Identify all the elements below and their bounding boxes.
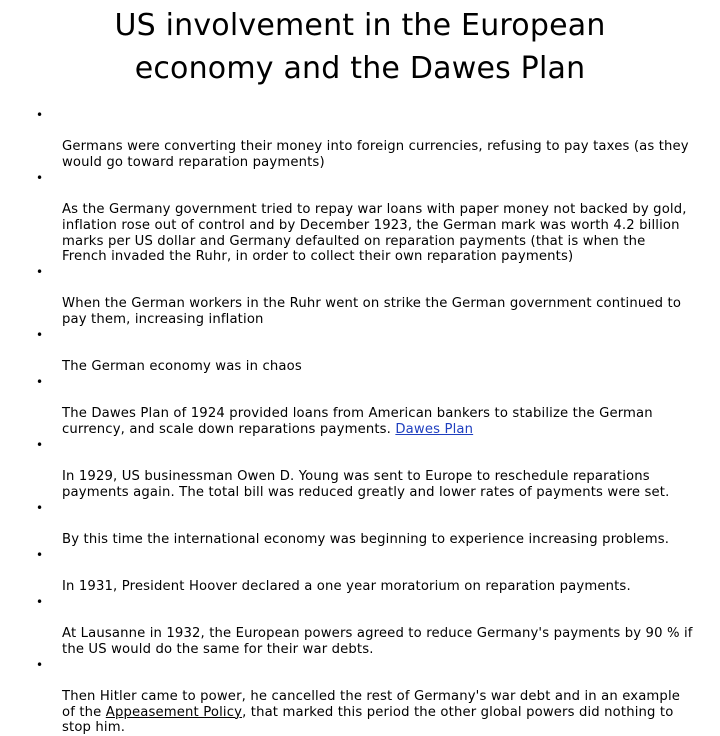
bullet-text: In 1931, President Hoover declared a one year moratorium on reparation payments. bbox=[62, 579, 631, 595]
bullet-text: By this time the international economy was beginning to experience increasing problems. bbox=[62, 531, 670, 547]
bullet-item bbox=[36, 438, 716, 501]
bullet-marker: • bbox=[36, 327, 44, 342]
dawes-plan-link[interactable]: Dawes Plan bbox=[395, 422, 474, 438]
bullet-marker: • bbox=[36, 374, 44, 389]
title-line-1: US involvement in the European bbox=[114, 8, 606, 43]
bullet-text: As the Germany government tried to repay war loans with paper money not backed by gold, inflation rose out of control and by December 1923, the German mark was worth 4.2 billion marks per US dollar and Germany defaulted on reparation payments (that is when the French invaded the Ruhr, in order to collect their own reparation payments) bbox=[62, 202, 687, 265]
bullet-item bbox=[36, 171, 716, 265]
bullet-item bbox=[36, 548, 716, 595]
bullet-item bbox=[36, 265, 716, 328]
bullet-marker: • bbox=[36, 108, 44, 122]
slide-title bbox=[70, 4, 650, 90]
bullet-marker: • bbox=[36, 500, 44, 515]
bullet-text: The German economy was in chaos bbox=[62, 359, 302, 375]
bullet-item bbox=[36, 108, 716, 171]
bullet-text-before: Then Hitler came to power, he cancelled the rest of Germany's war debt and in an example of the bbox=[62, 689, 681, 720]
bullet-list bbox=[36, 108, 716, 736]
bullet-marker: • bbox=[36, 170, 44, 185]
bullet-marker: • bbox=[36, 547, 44, 562]
bullet-item bbox=[36, 595, 716, 658]
bullet-text: At Lausanne in 1932, the European powers agreed to reduce Germany's payments by 90 % if the US would do the same for their war debts. bbox=[62, 626, 693, 657]
bullet-marker: • bbox=[36, 657, 44, 672]
bullet-text-after: , that marked this period the other global powers did nothing to stop him. bbox=[62, 704, 674, 736]
bullet-item bbox=[36, 328, 716, 375]
bullet-text: Germans were converting their money into foreign currencies, refusing to pay taxes (as they would go toward reparation payments) bbox=[62, 139, 689, 171]
bullet-text: The Dawes Plan of 1924 provided loans from American bankers to stabilize the German currency, and scale down reparations payments. bbox=[62, 406, 653, 438]
appeasement-policy-underlined: Appeasement Policy bbox=[105, 704, 243, 720]
bullet-item bbox=[36, 375, 716, 438]
title-line-2: economy and the Dawes Plan bbox=[134, 51, 586, 86]
bullet-item bbox=[36, 501, 716, 548]
bullet-marker: • bbox=[36, 265, 44, 280]
bullet-text: In 1929, US businessman Owen D. Young was sent to Europe to reschedule reparations payments again. The total bill was reduced greatly and lower rates of payments were set. bbox=[62, 469, 670, 500]
bullet-item bbox=[36, 658, 716, 736]
bullet-text: When the German workers in the Ruhr went on strike the German government continued to pay them, increasing inflation bbox=[62, 296, 682, 328]
bullet-marker: • bbox=[36, 594, 44, 609]
bullet-marker: • bbox=[36, 437, 44, 452]
